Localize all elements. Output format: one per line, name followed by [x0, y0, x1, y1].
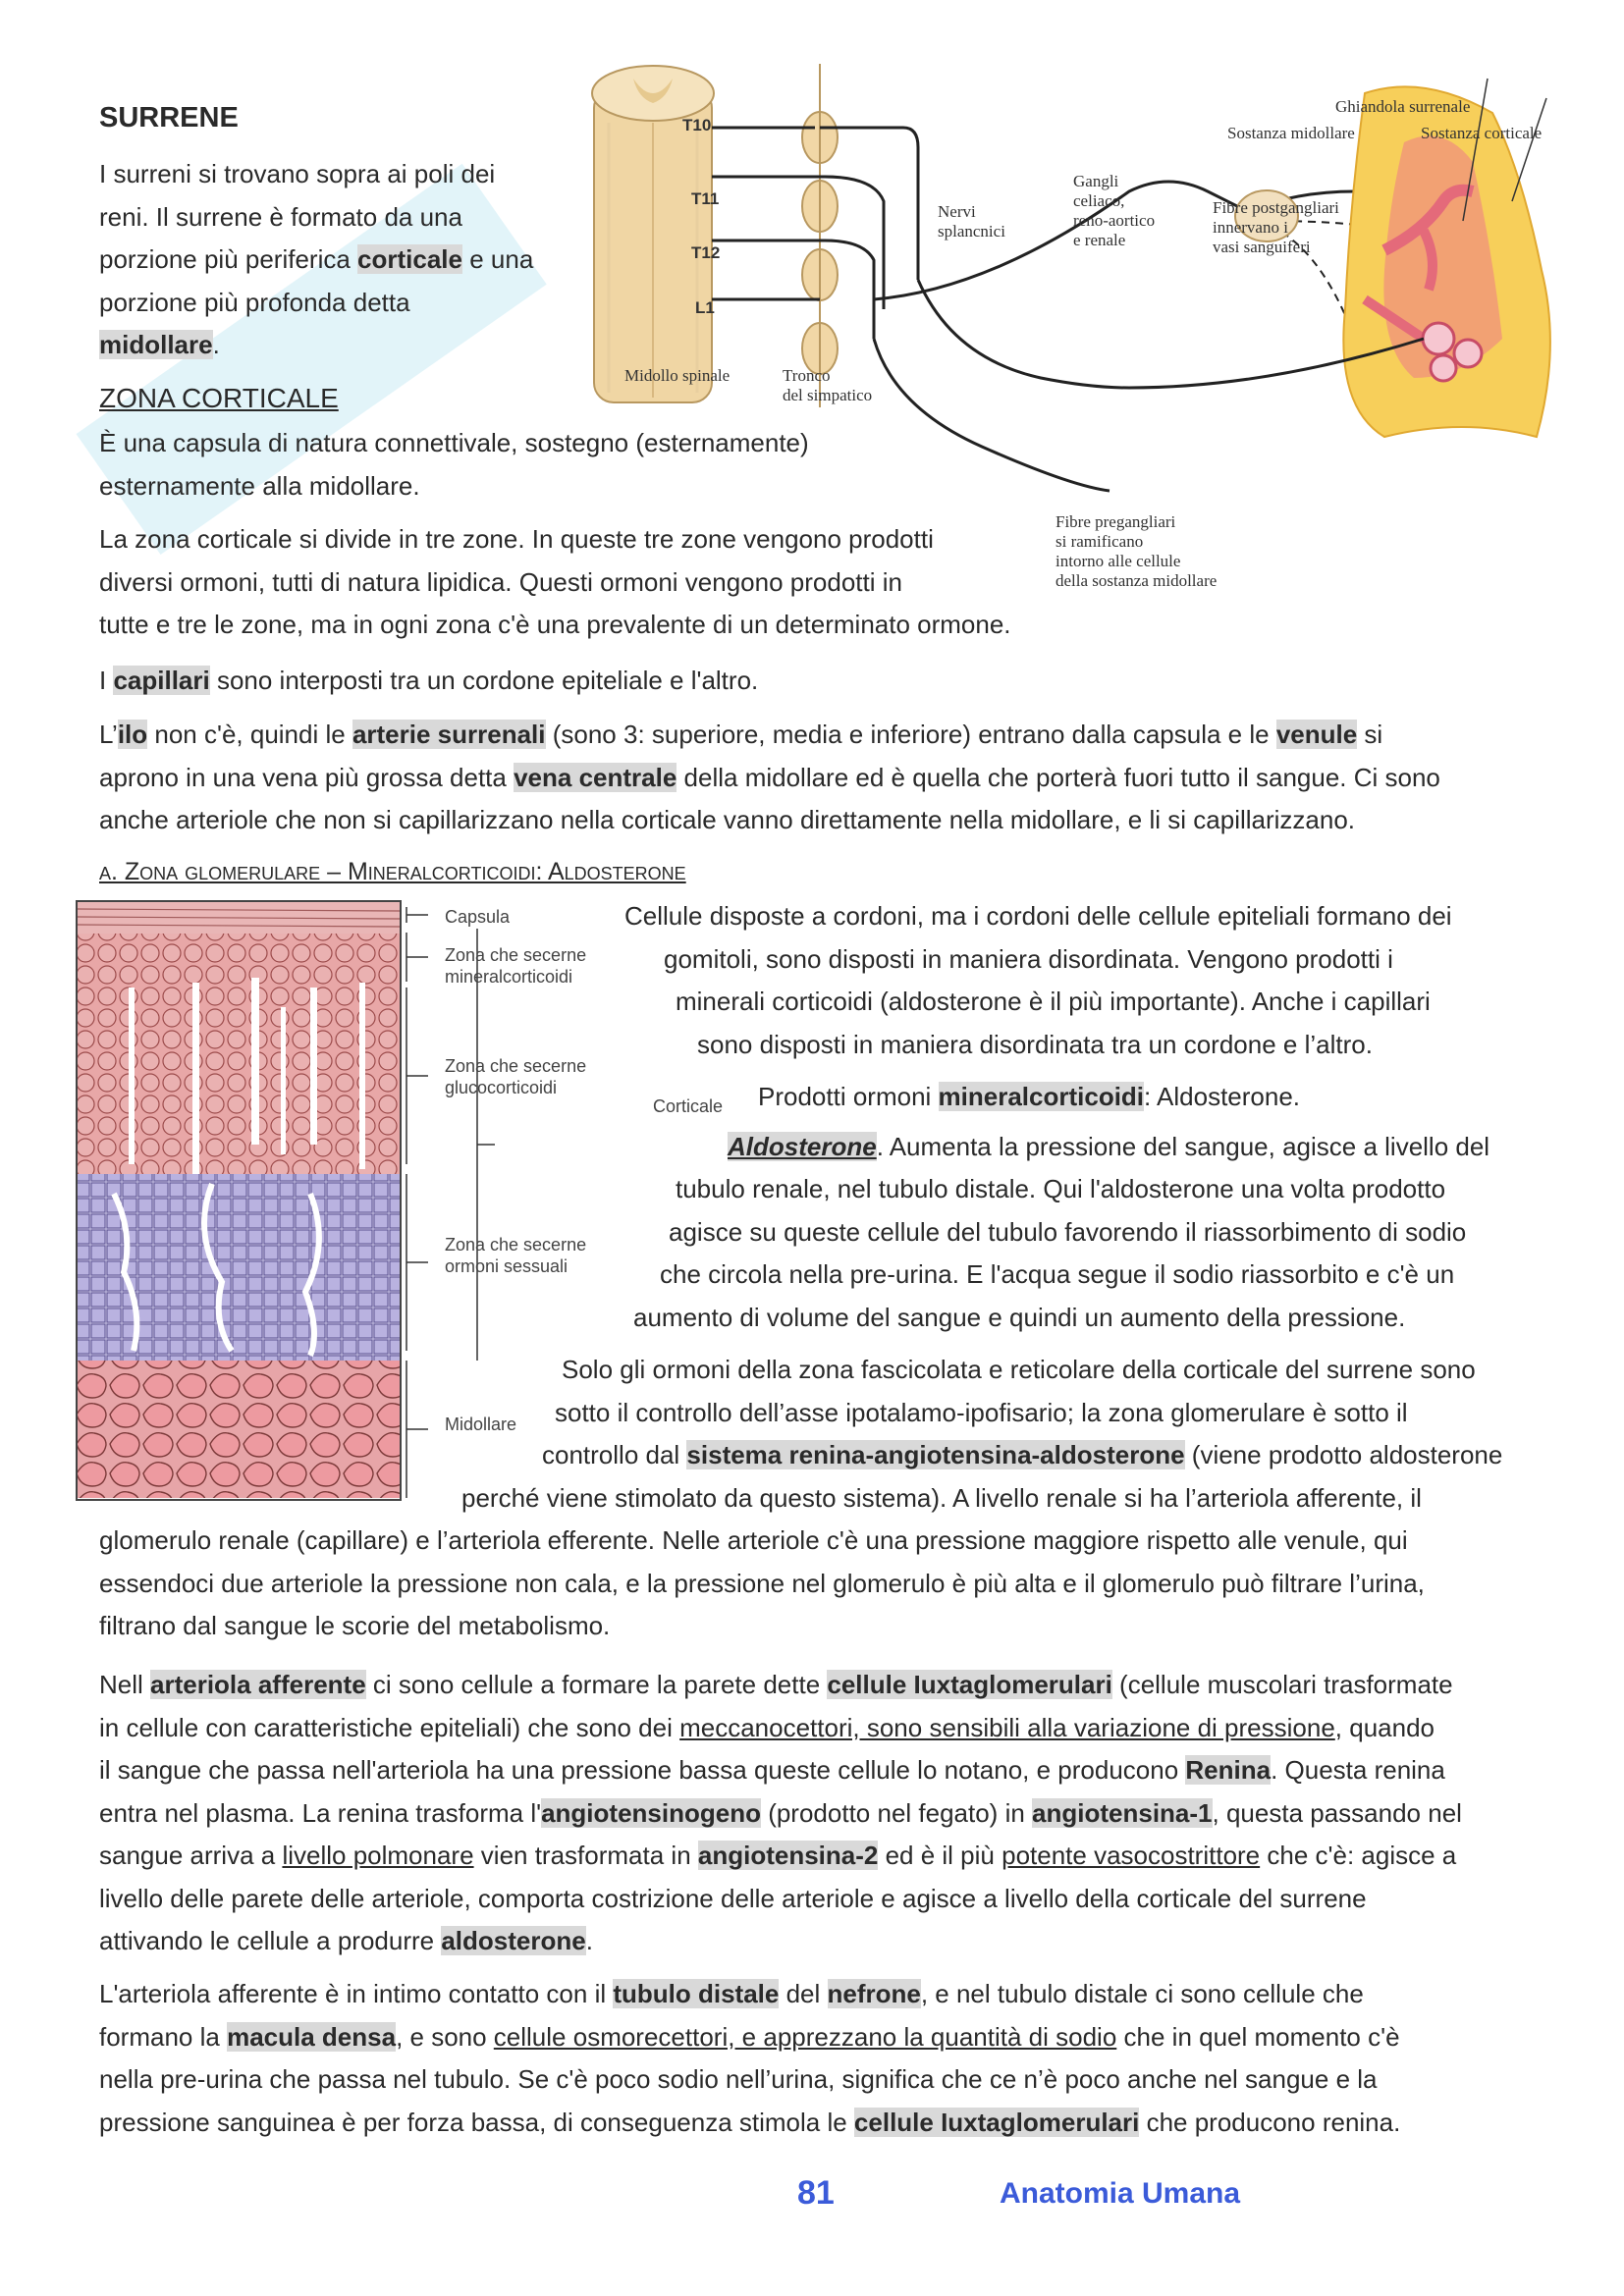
label-zona-glucocorticoidi: Zona che secerne glucocorticoidi	[445, 1056, 587, 1097]
label-capsula: Capsula	[445, 907, 511, 927]
zona-corticale-p3: I capillari sono interposti tra un cordone epiteliale e l'altro.	[99, 666, 759, 695]
label-fibre-postgangliari: Fibre postgangliari innervano i vasi sanguiferi	[1213, 198, 1339, 256]
sympathetic-trunk-illustration	[802, 64, 838, 407]
label-fibre-pregangliari: Fibre pregangliari si ramificano intorno alle cellule della sostanza midollare	[1056, 512, 1218, 590]
section-title-zona-glomerulare: a. Zona glomerulare – Mineralcorticoidi: Aldosterone	[99, 858, 686, 885]
intro-line: porzione più periferica corticale e una	[99, 244, 534, 274]
label-t12: T12	[691, 243, 721, 262]
label-sostanza-midollare: Sostanza midollare	[1227, 124, 1355, 142]
zona-corticale-p1: È una capsula di natura connettivale, sostegno (esternamente) esternamente alla midollare.	[99, 428, 809, 501]
splanchnic-nerve-lines	[712, 128, 1355, 491]
zona-corticale-p2: La zona corticale si divide in tre zone. In queste tre zone vengono prodotti diversi ormoni, tutti di natura lipidica. Questi ormoni vengono prodotti in tutte e tre le zone, ma in ogni zona c'è una prevalente di un determinato ormone.	[99, 524, 1011, 639]
page-heading: SURRENE	[99, 102, 239, 133]
intro-line: midollare.	[99, 330, 220, 359]
label-zona-mineralcorticoidi: Zona che secerne mineralcorticoidi	[445, 945, 587, 987]
label-zona-ormoni-sessuali: Zona che secerne ormoni sessuali	[445, 1235, 587, 1276]
label-midollo-spinale: Midollo spinale	[624, 366, 731, 385]
iuxtaglomerulari-paragraph: Nell arteriola afferente ci sono cellule a formare la parete dette cellule Iuxtaglomerulari (cellule muscolari trasformate in cellule con caratteristiche epiteliali) che sono dei meccanocettori, sono sensibili alla variazione di pressione, quando il sangue che passa nell'arteriola ha una pressione bassa queste cellule lo notano, e producono Renina. Questa renina entra nel plasma. La renina trasforma l'angiotensinogeno (prodotto nel fegato) in angiotensina-1, questa passando nel sangue arriva a livello polmonare vien trasformata in angiotensina-2 ed è il più potente vasocostrittore che c'è: agisce a livello delle parete delle arteriole, comporta costrizione delle arteriole e agisce a livello della corticale del surrene attivando le cellule a produrre aldosterone.	[99, 1670, 1462, 1955]
label-ghiandola-surrenale: Ghiandola surrenale	[1335, 97, 1471, 116]
label-l1: L1	[695, 298, 715, 317]
intro-line: I surreni si trovano sopra ai poli dei	[99, 159, 496, 188]
section-title-zona-corticale: ZONA CORTICALE	[99, 383, 339, 413]
page-number: 81	[797, 2174, 835, 2212]
adrenal-histology-figure	[75, 899, 644, 1508]
label-midollare: Midollare	[445, 1415, 517, 1434]
label-t11: T11	[691, 189, 720, 208]
label-tronco-simpatico: Tronco del simpatico	[783, 366, 873, 404]
label-sostanza-corticale: Sostanza corticale	[1421, 124, 1543, 142]
zona-glomerulare-text: Cellule disposte a cordoni, ma i cordoni delle cellule epiteliali formano dei gomitoli, sono disposti in maniera disordinata. Vengono prodotti i minerali corticoidi (aldosterone è il più importante). Anche i capillari sono disposti in maniera disordinata tra un cordone e l’altro. Prodotti ormoni mineralcorticoidi: Aldosterone. Aldosterone. Aumenta la pressione del sangue, agisce a livello del tubulo renale, nel tubulo distale. Qui l'aldosterone una volta prodotto agisce su queste cellule del tubulo favorendo il riassorbimento di sodio che circola nella pre-urina. E l'acqua segue il sodio riassorbito e c'è un aumento di volume del sangue e quindi un aumento della pressione. Solo gli ormoni della zona fascicolata e reticolare della corticale del surrene sono sotto il controllo dell’asse ipotalamo-ipofisario; la zona glomerulare è sotto il controllo dal sistema renina-angiotensina-aldosterone (viene prodotto aldosterone perché viene stimolato da questo sistema). A livello renale si ha l’arteriola afferente, il glomerulo renale (capillare) e l’arteriola efferente. Nelle arteriole c'è una pressione maggiore rispetto alle venule, qui essendoci due arteriole la pressione non cala, e la pressione nel glomerulo è più alta e il glomerulo può filtrare l’urina, filtrano dal sangue le scorie del metabolismo.	[99, 901, 1503, 1640]
label-gangli: Gangli celiaco, reno-aortico e renale	[1073, 172, 1156, 249]
intro-line: porzione più profonda detta	[99, 287, 410, 317]
macula-densa-paragraph: L'arteriola afferente è in intimo contatto con il tubulo distale del nefrone, e nel tubulo distale ci sono cellule che formano la macula densa, e sono cellule osmorecettori, e apprezzano la quantità di sodio che in quel momento c'è nella pre-urina che passa nel tubulo. Se c'è poco sodio nell’urina, significa che ce n’è poco anche nel sangue e la pressione sanguinea è per forza bassa, di conseguenza stimola le cellule Iuxtaglomerulari che producono renina.	[99, 1979, 1401, 2137]
intro-line: reni. Il surrene è formato da una	[99, 201, 462, 232]
label-nervi-splancnici: Nervi splancnici	[938, 202, 1005, 240]
zona-corticale-p4: L’ilo non c'è, quindi le arterie surrenali (sono 3: superiore, media e inferiore) entrano dalla capsula e le venule si aprono in una vena più grossa detta vena centrale della midollare ed è quella che porterà fuori tutto il sangue. Ci sono anche arteriole che non si capillarizzano nella corticale vanno direttamente nella midollare, e li si capillarizzano.	[99, 720, 1440, 834]
footer-title: Anatomia Umana	[1000, 2177, 1241, 2210]
label-corticale: Corticale	[653, 1096, 724, 1116]
intro-paragraph	[99, 153, 610, 367]
label-t10: T10	[682, 116, 712, 134]
